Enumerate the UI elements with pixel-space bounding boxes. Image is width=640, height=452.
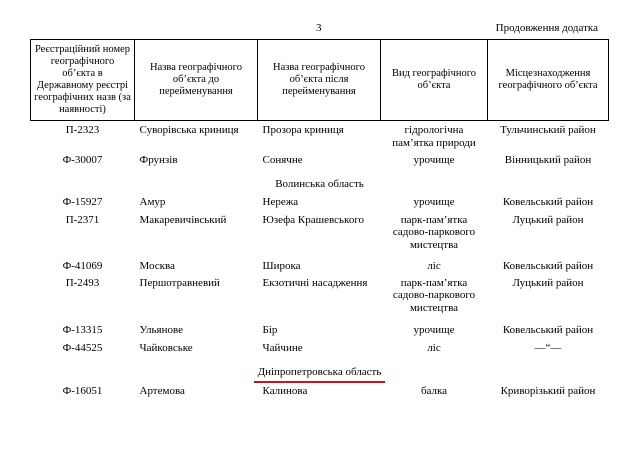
new-name-cell: Калинова	[262, 384, 308, 397]
object-type-cell: урочище	[413, 323, 455, 336]
table-row	[31, 194, 609, 212]
old-name-cell: Ульянове	[139, 323, 184, 336]
table-row	[31, 340, 609, 360]
location-cell: Ковельський район	[502, 323, 594, 336]
col-header-object-type: Вид географічного об’єкта	[381, 40, 488, 121]
registration-number-cell: П-2371	[65, 213, 100, 226]
registration-number-cell: П-2493	[65, 276, 100, 289]
section-title	[31, 360, 609, 383]
section-row	[31, 175, 609, 194]
new-name-cell: Екзотичні насадження	[262, 276, 368, 289]
registration-number-cell: Ф-41069	[62, 259, 103, 272]
object-type-cell: урочище	[413, 153, 455, 166]
new-name-cell: Чайчине	[262, 341, 303, 354]
table-row	[31, 212, 609, 258]
continuation-label: Продовження додатка	[495, 22, 598, 34]
section-row	[31, 360, 609, 383]
registration-number-cell: Ф-15927	[62, 195, 103, 208]
old-name-cell: Фрунзів	[139, 153, 178, 166]
location-cell: Луцький район	[512, 276, 584, 289]
object-type-cell: парк-пам’ятка садово-паркового мистецтва	[392, 276, 476, 314]
col-header-new-name: Назва географічного об’єкта після перейменування	[258, 40, 381, 121]
location-cell: Луцький район	[512, 213, 584, 226]
object-type-cell: гідрологічна пам’ятка природи	[392, 124, 476, 149]
new-name-cell: Нережа	[262, 195, 299, 208]
new-name-cell: Прозора криниця	[262, 124, 344, 136]
new-name-cell: Юзефа Крашевського	[262, 213, 365, 226]
col-header-location: Місцезнаходження географічного об’єкта	[488, 40, 609, 121]
location-cell: Ковельський район	[502, 195, 594, 208]
registration-number-cell: Ф-44525	[62, 341, 103, 354]
location-cell: Криворізький район	[500, 384, 596, 397]
renaming-table	[30, 39, 609, 403]
old-name-cell: Москва	[139, 259, 175, 272]
new-name-cell: Бір	[262, 323, 278, 336]
col-header-registration: Реєстраційний номер географічного об’єкта в Державному реєстрі географічних назв (за наявності)	[31, 40, 135, 121]
location-cell: —“—	[534, 341, 562, 354]
col-header-old-name: Назва географічного об’єкта до перейменування	[135, 40, 258, 121]
old-name-cell: Чайковське	[139, 341, 193, 354]
registration-number-cell: П-2323	[65, 124, 100, 136]
object-type-cell: парк-пам’ятка садово-паркового мистецтва	[392, 213, 476, 251]
old-name-cell: Першотравневий	[139, 276, 220, 289]
location-cell: Тульчинський район	[500, 124, 596, 136]
table-row	[31, 258, 609, 275]
object-type-cell: ліс	[427, 341, 441, 354]
old-name-cell: Амур	[139, 195, 166, 208]
registration-number-cell: Ф-13315	[62, 323, 103, 336]
registration-number-cell: Ф-16051	[62, 384, 103, 397]
location-cell: Вінницький район	[504, 153, 592, 166]
old-name-cell: Суворівська криниця	[139, 124, 239, 136]
table-row	[31, 275, 609, 322]
old-name-cell: Артемова	[139, 384, 185, 397]
old-name-cell: Макаревичівський	[139, 213, 227, 226]
object-type-cell: ліс	[427, 259, 441, 272]
page-number: 3	[316, 22, 322, 34]
object-type-cell: урочище	[413, 195, 455, 208]
table-row	[31, 152, 609, 175]
registration-number-cell: Ф-30007	[62, 153, 103, 166]
table-row	[31, 121, 609, 152]
new-name-cell: Широка	[262, 259, 301, 272]
object-type-cell: балка	[420, 384, 448, 397]
new-name-cell: Сонячне	[262, 153, 303, 166]
table-header-row	[31, 40, 609, 121]
location-cell: Ковельський район	[502, 259, 594, 272]
table-body	[31, 121, 609, 403]
table-row	[31, 322, 609, 340]
table-row	[31, 383, 609, 403]
section-title-underlined: Дніпропетровська область	[254, 366, 386, 383]
section-title: Волинська область	[275, 177, 364, 190]
